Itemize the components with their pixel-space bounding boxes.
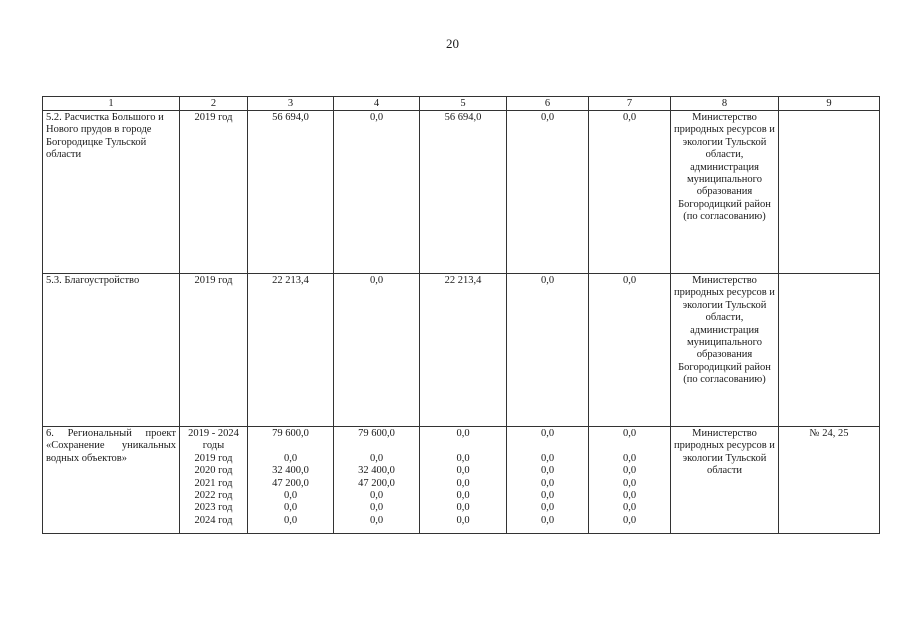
funding-column-4-cell <box>334 427 420 534</box>
amount-value: 0,0 <box>540 502 555 514</box>
funding-column-5-cell <box>420 427 507 534</box>
activity-name-cell: 5.3. Благоустройство <box>43 274 180 427</box>
column-header-9: 9 <box>779 97 880 111</box>
amount-value: 0,0 <box>283 502 298 514</box>
funding-column-5-cell <box>420 111 507 274</box>
indicator-cell: № 24, 25 <box>779 427 880 534</box>
table-row <box>43 427 880 534</box>
amount-value: 0,0 <box>622 514 637 526</box>
funding-column-7-cell <box>589 274 671 427</box>
amount-value: 0,0 <box>456 452 470 464</box>
amount-value: 22 213,4 <box>272 275 309 286</box>
period-value: 2021 год <box>194 477 233 489</box>
amount-value: 47 200,0 <box>272 477 309 489</box>
table-row <box>43 111 880 274</box>
period-value: 2023 год <box>194 502 233 514</box>
column-header-7: 7 <box>589 97 671 111</box>
funding-column-7-cell <box>589 111 671 274</box>
amount-value: 0,0 <box>456 490 470 502</box>
column-header-6: 6 <box>507 97 589 111</box>
amount-value: 32 400,0 <box>272 465 309 477</box>
amount-value: 0,0 <box>456 477 470 489</box>
amount-value: 0,0 <box>369 502 384 514</box>
column-header-5: 5 <box>420 97 507 111</box>
amount-value: 0,0 <box>540 428 555 439</box>
amount-value: 32 400,0 <box>358 465 395 477</box>
total-funding-cell <box>248 427 334 534</box>
amount-value: 0,0 <box>369 452 384 464</box>
amount-value: 0,0 <box>622 452 637 464</box>
amount-value: 0,0 <box>622 275 637 286</box>
amount-value: 56 694,0 <box>272 112 309 123</box>
funding-column-6-cell <box>507 111 589 274</box>
period-value: 2020 год <box>194 465 233 477</box>
amount-value: 0,0 <box>540 112 555 123</box>
period-value: 2024 год <box>194 514 233 526</box>
period-value: 2019 - 2024 годы <box>188 428 239 452</box>
amount-value: 0,0 <box>540 514 555 526</box>
amount-value: 0,0 <box>369 275 384 286</box>
amount-value: 0,0 <box>540 477 555 489</box>
amount-value: 0,0 <box>456 514 470 526</box>
amount-value: 0,0 <box>456 428 470 439</box>
amount-value: 0,0 <box>369 490 384 502</box>
total-funding-cell <box>248 111 334 274</box>
activity-name-cell: 6. Региональный проект «Сохранение уникальных водных объектов» <box>43 427 180 534</box>
column-header-1: 1 <box>43 97 180 111</box>
amount-value: 0,0 <box>283 490 298 502</box>
amount-value: 22 213,4 <box>444 275 482 286</box>
amount-value: 0,0 <box>283 514 298 526</box>
page-number: 20 <box>446 36 459 51</box>
period-value: 2019 год <box>194 112 233 123</box>
funding-column-5-cell <box>420 274 507 427</box>
funding-column-6-cell <box>507 274 589 427</box>
amount-value: 0,0 <box>540 275 555 286</box>
column-header-2: 2 <box>180 97 248 111</box>
header-row <box>43 97 880 111</box>
amount-value: 0,0 <box>456 465 470 477</box>
column-header-3: 3 <box>248 97 334 111</box>
funding-column-6-cell <box>507 427 589 534</box>
amount-value: 0,0 <box>622 428 637 439</box>
period-value: 2019 год <box>194 452 233 464</box>
executor-cell: Министерство природных ресурсов и экологии Тульской области, администрация муниципального образования Богородицкий район (по согласованию) <box>671 274 779 427</box>
executor-cell: Министерство природных ресурсов и экологии Тульской области, администрация муниципального образования Богородицкий район (по согласованию) <box>671 111 779 274</box>
amount-value: 0,0 <box>540 452 555 464</box>
amount-value: 56 694,0 <box>444 112 482 123</box>
amount-value: 0,0 <box>540 465 555 477</box>
activity-name-cell: 5.2. Расчистка Большого и Нового прудов в городе Богородицке Тульской области <box>43 111 180 274</box>
column-header-8: 8 <box>671 97 779 111</box>
amount-value: 47 200,0 <box>358 477 395 489</box>
table-row <box>43 274 880 427</box>
amount-value: 0,0 <box>540 490 555 502</box>
funding-column-7-cell <box>589 427 671 534</box>
amount-value: 0,0 <box>622 112 637 123</box>
amount-value: 0,0 <box>369 514 384 526</box>
program-table <box>42 96 880 534</box>
total-funding-cell <box>248 274 334 427</box>
amount-value: 79 600,0 <box>272 428 309 439</box>
period-cell <box>180 427 248 534</box>
amount-value: 79 600,0 <box>358 428 395 439</box>
amount-value: 0,0 <box>369 112 384 123</box>
column-header-4: 4 <box>334 97 420 111</box>
amount-value: 0,0 <box>622 490 637 502</box>
period-cell <box>180 111 248 274</box>
amount-value: 0,0 <box>283 452 298 464</box>
period-value: 2019 год <box>194 275 233 286</box>
funding-column-4-cell <box>334 111 420 274</box>
funding-column-4-cell <box>334 274 420 427</box>
amount-value: 0,0 <box>456 502 470 514</box>
executor-cell: Министерство природных ресурсов и экологии Тульской области <box>671 427 779 534</box>
amount-value: 0,0 <box>622 502 637 514</box>
indicator-cell <box>779 274 880 427</box>
period-value: 2022 год <box>194 490 233 502</box>
amount-value: 0,0 <box>622 465 637 477</box>
indicator-cell <box>779 111 880 274</box>
period-cell <box>180 274 248 427</box>
amount-value: 0,0 <box>622 477 637 489</box>
